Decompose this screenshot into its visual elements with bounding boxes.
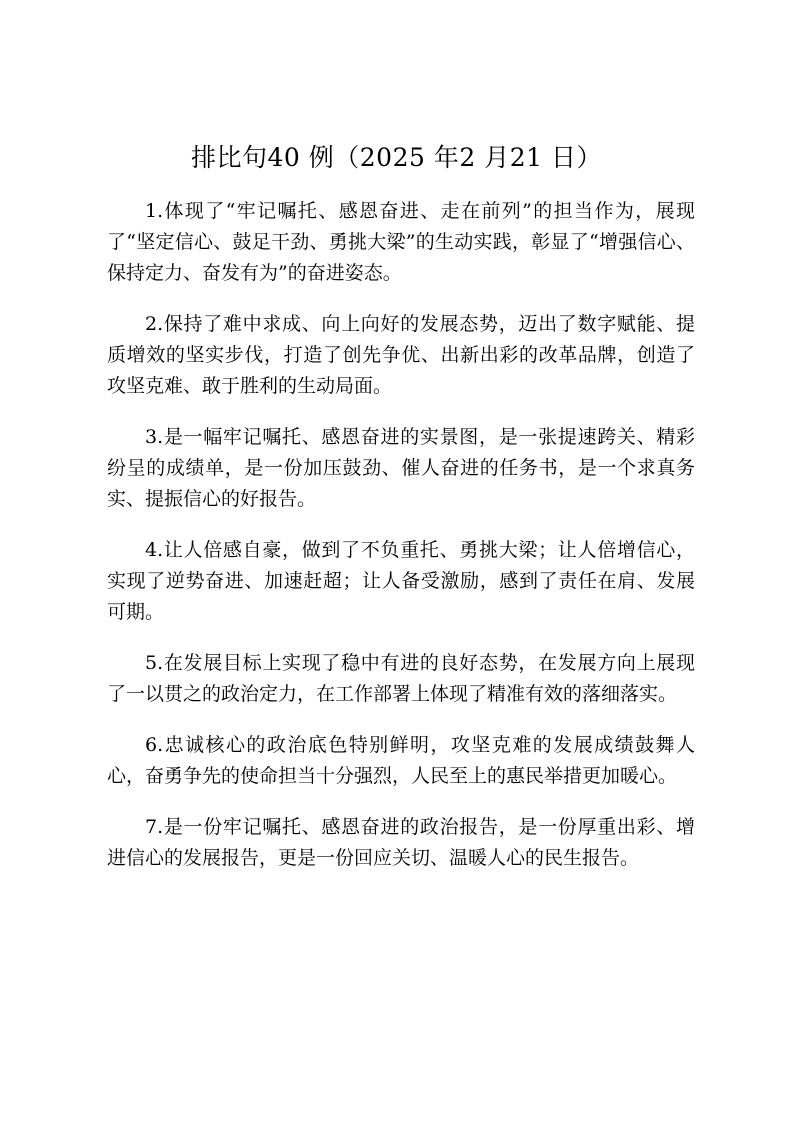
paragraph-3: 3.是一幅牢记嘱托、感恩奋进的实景图，是一张提速跨关、精彩纷呈的成绩单，是一份加压鼓劲、催人奋进的任务书，是一个求真务实、提振信心的好报告。 bbox=[107, 426, 695, 510]
paragraph-2: 2.保持了难中求成、向上向好的发展态势，迈出了数字赋能、提质增效的坚实步伐，打造了创先争优、出新出彩的改革品牌，创造了攻坚克难、敢于胜利的生动局面。 bbox=[107, 313, 695, 397]
paragraph-4: 4.让人倍感自豪，做到了不负重托、勇挑大梁；让人倍增信心，实现了逆势奋进、加速赶超；让人备受激励，感到了责任在肩、发展可期。 bbox=[107, 539, 695, 623]
paragraph-6: 6.忠诚核心的政治底色特别鲜明，攻坚克难的发展成绩鼓舞人心，奋勇争先的使命担当十分强烈，人民至上的惠民举措更加暖心。 bbox=[107, 734, 695, 787]
document-body bbox=[107, 196, 695, 894]
paragraph-7: 7.是一份牢记嘱托、感恩奋进的政治报告，是一份厚重出彩、增进信心的发展报告，更是一份回应关切、温暖人心的民生报告。 bbox=[107, 816, 695, 869]
paragraph-5: 5.在发展目标上实现了稳中有进的良好态势，在发展方向上展现了一以贯之的政治定力，在工作部署上体现了精准有效的落细落实。 bbox=[107, 652, 695, 705]
paragraph-1: 1.体现了“牢记嘱托、感恩奋进、走在前列”的担当作为，展现了“坚定信心、鼓足干劲、勇挑大梁”的生动实践，彰显了“增强信心、保持定力、奋发有为”的奋进姿态。 bbox=[107, 200, 695, 284]
document-title: 排比句40 例（2025 年2 月21 日） bbox=[191, 143, 602, 172]
